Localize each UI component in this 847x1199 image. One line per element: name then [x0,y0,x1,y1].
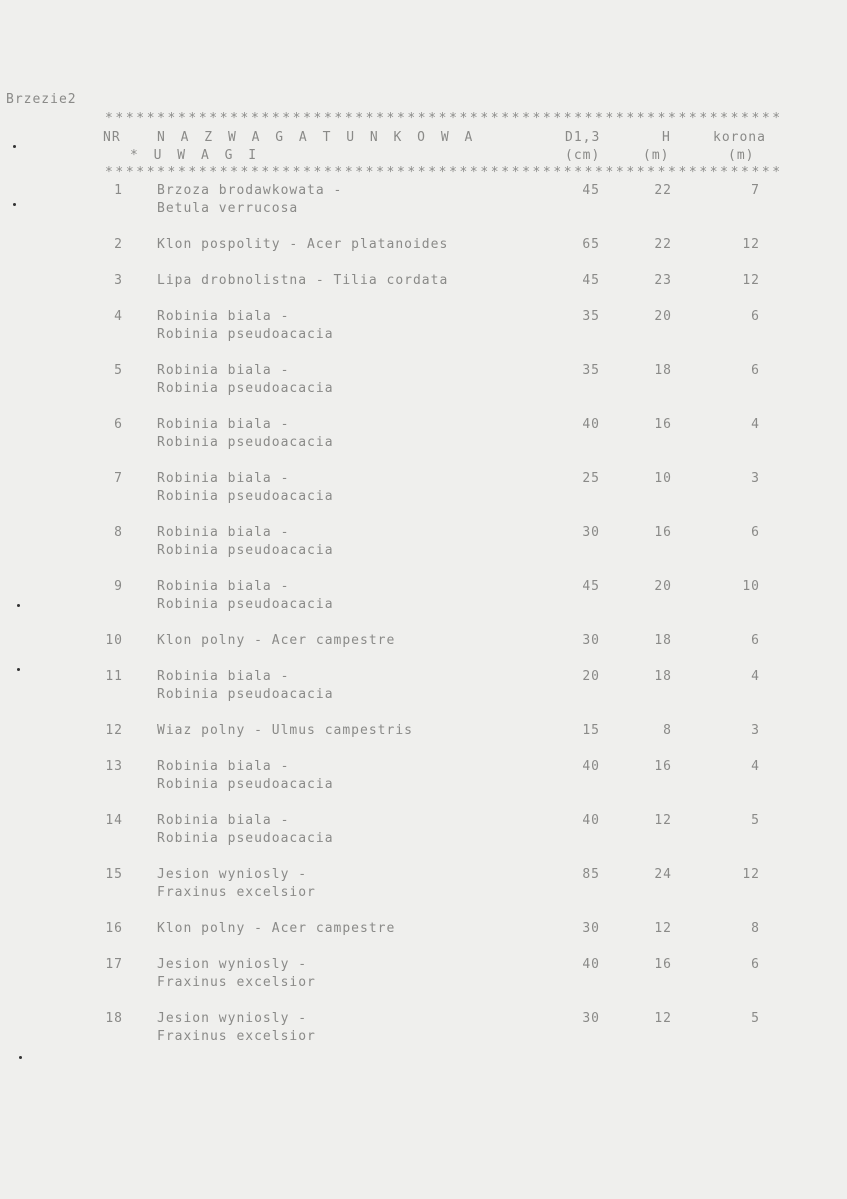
species-name: Wiaz polny - Ulmus campestris [157,723,413,738]
row-number: 6 [114,417,123,432]
diameter: 25 [582,471,600,486]
header-nr: NR [103,130,121,145]
species-latin-name: Robinia pseudoacacia [157,543,334,558]
table-row [0,1010,847,1064]
crown: 8 [751,921,760,936]
height: 16 [654,957,672,972]
scan-speck [19,1056,22,1059]
table-row [0,578,847,632]
separator-header: ***************************************************************** [105,166,783,180]
table-row [0,272,847,308]
crown: 3 [751,723,760,738]
crown: 3 [751,471,760,486]
height: 8 [663,723,672,738]
scan-speck [13,145,16,148]
document-title: Brzezie2 [6,92,77,107]
crown: 5 [751,813,760,828]
crown: 12 [742,867,760,882]
table-body [0,182,847,1064]
diameter: 45 [582,579,600,594]
species-name: Jesion wyniosly - [157,867,308,882]
table-row [0,920,847,956]
crown: 12 [742,273,760,288]
species-latin-name: Robinia pseudoacacia [157,831,334,846]
height: 18 [654,633,672,648]
crown: 5 [751,1011,760,1026]
species-latin-name: Fraxinus excelsior [157,885,316,900]
species-name: Robinia biala - [157,525,290,540]
species-name: Jesion wyniosly - [157,957,308,972]
diameter: 30 [582,633,600,648]
diameter: 65 [582,237,600,252]
row-number: 14 [105,813,123,828]
height: 20 [654,579,672,594]
table-row [0,524,847,578]
row-number: 13 [105,759,123,774]
height: 23 [654,273,672,288]
crown: 6 [751,957,760,972]
species-latin-name: Robinia pseudoacacia [157,597,334,612]
crown: 7 [751,183,760,198]
species-latin-name: Robinia pseudoacacia [157,687,334,702]
height: 22 [654,237,672,252]
diameter: 20 [582,669,600,684]
species-name: Robinia biala - [157,579,290,594]
table-row [0,470,847,524]
species-name: Klon pospolity - Acer platanoides [157,237,449,252]
row-number: 3 [114,273,123,288]
crown: 6 [751,309,760,324]
diameter: 85 [582,867,600,882]
header-d: D1,3 [565,130,601,145]
separator-top: ***************************************************************** [105,112,783,126]
height: 16 [654,525,672,540]
row-number: 5 [114,363,123,378]
diameter: 40 [582,813,600,828]
species-latin-name: Fraxinus excelsior [157,1029,316,1044]
species-latin-name: Fraxinus excelsior [157,975,316,990]
crown: 4 [751,417,760,432]
table-header [0,130,847,166]
table-row [0,956,847,1010]
table-row [0,236,847,272]
row-number: 8 [114,525,123,540]
height: 24 [654,867,672,882]
height: 12 [654,1011,672,1026]
diameter: 30 [582,525,600,540]
diameter: 30 [582,921,600,936]
species-latin-name: Robinia pseudoacacia [157,435,334,450]
row-number: 7 [114,471,123,486]
row-number: 16 [105,921,123,936]
species-name: Klon polny - Acer campestre [157,633,396,648]
table-row [0,308,847,362]
header-korona-unit: (m) [728,148,755,163]
header-d-unit: (cm) [565,148,601,163]
species-name: Robinia biala - [157,813,290,828]
diameter: 30 [582,1011,600,1026]
diameter: 35 [582,363,600,378]
species-name: Lipa drobnolistna - Tilia cordata [157,273,449,288]
table-row [0,812,847,866]
header-korona: korona [713,130,766,145]
species-name: Robinia biala - [157,471,290,486]
species-name: Klon polny - Acer campestre [157,921,396,936]
row-number: 2 [114,237,123,252]
species-latin-name: Robinia pseudoacacia [157,327,334,342]
species-name: Robinia biala - [157,363,290,378]
table-row [0,632,847,668]
diameter: 45 [582,183,600,198]
height: 10 [654,471,672,486]
crown: 4 [751,759,760,774]
row-number: 4 [114,309,123,324]
crown: 10 [742,579,760,594]
diameter: 15 [582,723,600,738]
row-number: 12 [105,723,123,738]
species-latin-name: Robinia pseudoacacia [157,777,334,792]
height: 12 [654,921,672,936]
species-name: Robinia biala - [157,759,290,774]
species-latin-name: Robinia pseudoacacia [157,381,334,396]
table-row [0,758,847,812]
scan-speck [17,604,20,607]
table-row [0,668,847,722]
header-remarks: * U W A G I [130,148,261,163]
height: 18 [654,669,672,684]
row-number: 9 [114,579,123,594]
crown: 12 [742,237,760,252]
scan-speck [13,203,16,206]
row-number: 11 [105,669,123,684]
diameter: 45 [582,273,600,288]
species-name: Robinia biala - [157,669,290,684]
diameter: 40 [582,957,600,972]
row-number: 18 [105,1011,123,1026]
crown: 6 [751,633,760,648]
height: 16 [654,417,672,432]
height: 22 [654,183,672,198]
row-number: 1 [114,183,123,198]
species-name: Robinia biala - [157,309,290,324]
height: 18 [654,363,672,378]
diameter: 40 [582,417,600,432]
row-number: 17 [105,957,123,972]
row-number: 10 [105,633,123,648]
species-latin-name: Betula verrucosa [157,201,299,216]
crown: 6 [751,363,760,378]
table-row [0,416,847,470]
header-name: N A Z W A G A T U N K O W A [157,130,477,145]
table-row [0,182,847,236]
height: 20 [654,309,672,324]
crown: 4 [751,669,760,684]
table-row [0,866,847,920]
header-h-unit: (m) [643,148,670,163]
species-name: Jesion wyniosly - [157,1011,308,1026]
crown: 6 [751,525,760,540]
height: 16 [654,759,672,774]
table-row [0,362,847,416]
diameter: 40 [582,759,600,774]
species-name: Robinia biala - [157,417,290,432]
scan-speck [17,668,20,671]
height: 12 [654,813,672,828]
species-latin-name: Robinia pseudoacacia [157,489,334,504]
row-number: 15 [105,867,123,882]
diameter: 35 [582,309,600,324]
table-row [0,722,847,758]
species-name: Brzoza brodawkowata - [157,183,343,198]
header-h: H [662,130,671,145]
